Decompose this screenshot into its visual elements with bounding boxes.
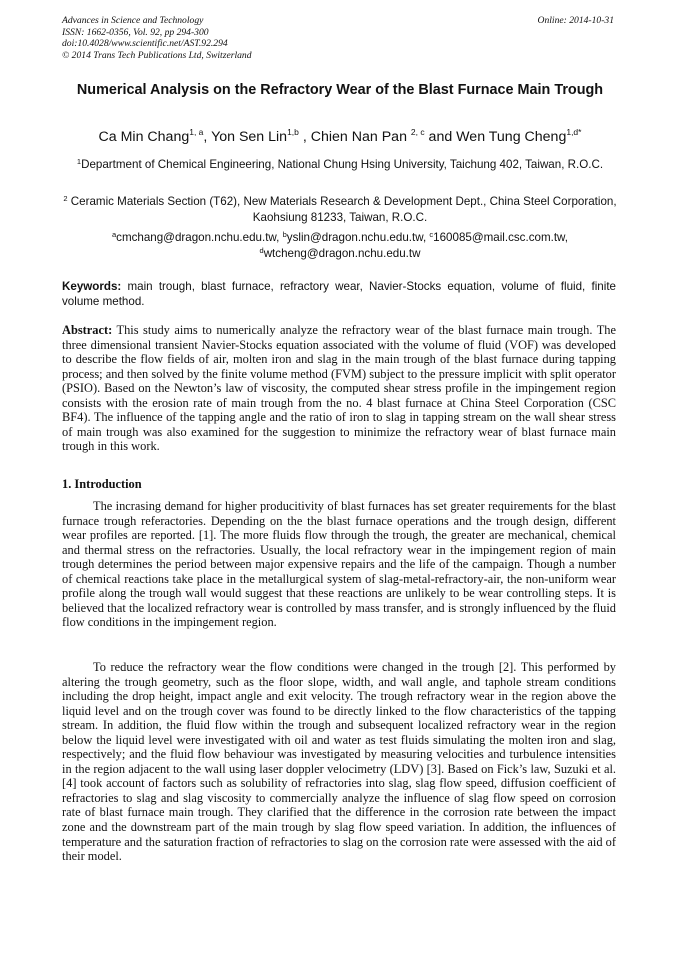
author-list xyxy=(60,128,620,146)
email-address: cmchang@dragon.nchu.edu.tw xyxy=(116,231,277,244)
journal-header xyxy=(62,15,462,61)
author-name: Ca Min Chang xyxy=(98,129,190,145)
author-sup: 1,b xyxy=(287,127,299,137)
abstract-label: Abstract: xyxy=(62,323,113,337)
keywords-label: Keywords: xyxy=(62,280,122,293)
affiliation-sup: 1 xyxy=(76,157,82,166)
author-separator: and xyxy=(424,129,457,145)
affiliation-1 xyxy=(62,157,618,173)
copyright-line: © 2014 Trans Tech Publications Ltd, Switzerland xyxy=(62,49,252,61)
keywords-block xyxy=(62,280,616,309)
email-address: yslin@dragon.nchu.edu.tw xyxy=(286,231,423,244)
author-name: Chien Nan Pan xyxy=(310,129,411,145)
intro-paragraph-2: To reduce the refractory wear the flow conditions were changed in the trough [2]. This performed by altering the trough geometry, such as the floor slope, width, and wall angle, and taphole stream conditions including the drop height, impact angle and exit velocity. The trough refractory wear in the region above the liquid level and on the trough cover was found to be directly linked to the flow characteristics of the tapping stream. In addition, the fluid flow within the trough and subsequent localized refractory wear in the region below the liquid level were investigated with oil and water as test fluids simulating the molten iron and slag, respectively; and the fluid flow behaviour was investigated by measuring velocities and turbulence intensities in the region adjacent to the wall using laser doppler velocimetry (LDV) [3]. Based on Fick’s law, Suzuki et al. [4] took account of factors such as solubility of refractories into slag, slag flow speed, diffusion coefficient of refractories to slag and slag viscosity to commercially analyze the influence of slag flow speed on corrosion rate of blast furnace main trough. They clarified that the difference in the corrosion rate between the impact zone and the downstream part of the main trough by slag flow speed variation. In addition, the influences of temperature and the saturation fraction of refractories to slag on the corrosion rate were assessed with the aid of their model. xyxy=(62,660,616,864)
abstract-text: This study aims to numerically analyze the refractory wear of the blast furnace main trough. The three dimensional transient Navier-Stocks equation associated with the volume of fluid (VOF) was developed to describe the flow fields of air, molten iron and slag in the main trough of the blast furnace during tapping process; and then solved by the finite volume method (FVM) subject to the pressure implicit with split operator (PSIO). Based on the Newton’s law of viscosity, the computed shear stress profile in the impingement region consists with the erosion rate of main trough from the no. 4 blast furnace at China Steel Corporation (CSC BF4). The influence of the tapping angle and the ratio of iron to slag in tapping stream on the wall shear stress of main trough was also examined for the suggestion to minimize the refractory wear of blast furnace main trough in this work. xyxy=(62,323,616,453)
email-separator: , xyxy=(422,231,430,244)
author-sup: 1,d* xyxy=(566,127,582,137)
author-sup: 1, a xyxy=(189,127,204,137)
author-separator: , xyxy=(298,129,311,145)
email-sup: c xyxy=(429,230,434,239)
abstract-block xyxy=(62,323,616,454)
paper-title: Numerical Analysis on the Refractory Wear of the Blast Furnace Main Trough xyxy=(76,82,604,98)
email-separator: , xyxy=(564,231,569,244)
section-heading-introduction: 1. Introduction xyxy=(62,477,142,491)
email-address: 160085@mail.csc.com.tw xyxy=(433,231,565,244)
author-name: Wen Tung Cheng xyxy=(456,129,567,145)
doi-line: doi:10.4028/www.scientific.net/AST.92.294 xyxy=(62,38,228,50)
affiliation-sup: 2 xyxy=(63,194,68,203)
affiliation-2 xyxy=(62,194,618,225)
affiliation-text: Department of Chemical Engineering, National Chung Hsing University, Taichung 402, Taiwan, R.O.C. xyxy=(81,158,604,171)
online-date: Online: 2014-10-31 xyxy=(537,15,614,26)
email-sup: b xyxy=(282,230,287,239)
affiliation-text: Ceramic Materials Section (T62), New Materials Research & Development Dept., China Steel Corporation, Kaohsiung 81233, Taiwan, R.O.C. xyxy=(67,195,617,224)
issn-line: ISSN: 1662-0356, Vol. 92, pp 294-300 xyxy=(62,26,209,38)
email-sup: d xyxy=(259,245,264,255)
email-separator: , xyxy=(276,231,283,244)
keywords-text: main trough, blast furnace, refractory wear, Navier-Stocks equation, volume of fluid, finite volume method. xyxy=(62,280,616,308)
author-sup: 2, c xyxy=(410,127,425,137)
intro-paragraph-1: The incrasing demand for higher producitivity of blast furnaces has set greater requirements for the blast furnace trough referactories. Depending on the the blast furnace operations and the trough design, different wear profiles are reported. [1]. The more fluids flow through the trough, the greater are mechanical, chemical and thermal stress on the refractories. Usually, the local refractory wear in the impingement region of main trough determines the period between major expensive repairs and the life of the campaign. Though a number of chemical reactions take place in the metallurgical system of slag-metal-refractory-air, the non-uniform wear profile along the trough wall would suggest that these reactions are unlikely to be wear controlling steps. It is believed that the localized refractory wear is controlled by mass transfer, and is strongly influenced by the fluid flow conditions in the impingement region. xyxy=(62,499,616,630)
journal-name: Advances in Science and Technology xyxy=(62,15,204,26)
email-list xyxy=(62,230,618,261)
email-address: wtcheng@dragon.nchu.edu.tw xyxy=(263,246,421,260)
author-name: Yon Sen Lin xyxy=(211,129,288,145)
email-sup: a xyxy=(111,230,117,239)
author-separator: , xyxy=(203,129,212,145)
